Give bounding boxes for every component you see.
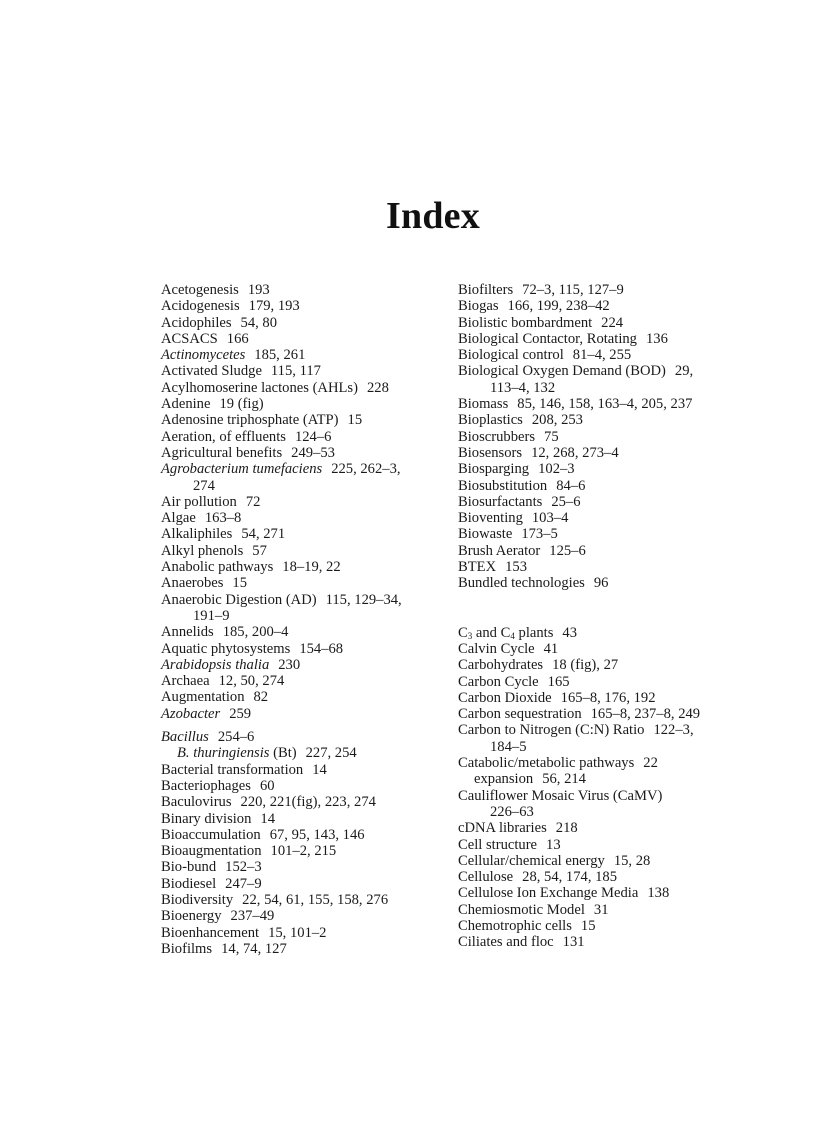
index-entry: Bio-bund 152–3 <box>161 859 262 876</box>
index-subentry: B. thuringiensis (Bt) 227, 254 <box>177 745 357 762</box>
index-entry: Aeration, of effluents 124–6 <box>161 428 332 445</box>
index-entry: Bioscrubbers 75 <box>458 428 559 445</box>
index-entry: Cellulose Ion Exchange Media 138 <box>458 885 670 902</box>
index-entry: Bioenergy 237–49 <box>161 908 275 925</box>
index-column-right <box>458 282 740 951</box>
index-entry: Augmentation 82 <box>161 689 269 706</box>
index-entry: Cellular/chemical energy 15, 28 <box>458 852 651 869</box>
index-entry: Cell structure 13 <box>458 836 561 853</box>
index-entry: Bioplastics 208, 253 <box>458 412 583 429</box>
index-entry: Bacteriophages 60 <box>161 777 275 794</box>
index-entry: Biodiesel 247–9 <box>161 875 262 892</box>
index-entry: Biological control 81–4, 255 <box>458 347 632 364</box>
index-entry: Annelids 185, 200–4 <box>161 624 289 641</box>
index-entry: Air pollution 72 <box>161 493 261 510</box>
index-entry: ACSACS 166 <box>161 330 249 347</box>
index-entry: Bioenhancement 15, 101–2 <box>161 924 327 941</box>
index-entry: Baculovirus 220, 221(fig), 223, 274 <box>161 794 376 811</box>
index-entry: Arabidopsis thalia 230 <box>161 656 301 673</box>
index-entry: Chemotrophic cells 15 <box>458 917 596 934</box>
index-entry: Carbohydrates 18 (fig), 27 <box>458 657 619 674</box>
index-entry: Anaerobes 15 <box>161 575 247 592</box>
index-entry: Anaerobic Digestion (AD) 115, 129–34, 191–9 <box>161 591 402 624</box>
index-entry: Agrobacterium tumefaciens 225, 262–3, 274 <box>161 461 401 494</box>
index-entry: Biosubstitution 84–6 <box>458 477 586 494</box>
index-entry: Agricultural benefits 249–53 <box>161 444 335 461</box>
page-title: Index <box>386 195 480 237</box>
index-entry: Alkaliphiles 54, 271 <box>161 526 286 543</box>
index-entry: Adenine 19 (fig) <box>161 396 264 413</box>
index-entry: Acidophiles 54, 80 <box>161 314 278 331</box>
index-entry: Bioaccumulation 67, 95, 143, 146 <box>161 826 365 843</box>
index-entry: Cellulose 28, 54, 174, 185 <box>458 869 617 886</box>
index-entry: Activated Sludge 115, 117 <box>161 363 321 380</box>
index-entry: cDNA libraries 218 <box>458 820 578 837</box>
index-entry: Archaea 12, 50, 274 <box>161 673 285 690</box>
index-entry: Anabolic pathways 18–19, 22 <box>161 559 341 576</box>
index-entry: Bundled technologies 96 <box>458 575 609 592</box>
index-entry: Binary division 14 <box>161 810 275 827</box>
index-entry: Biogas 166, 199, 238–42 <box>458 298 610 315</box>
index-entry: Biodiversity 22, 54, 61, 155, 158, 276 <box>161 891 389 908</box>
index-entry: Acylhomoserine lactones (AHLs) 228 <box>161 379 389 396</box>
index-entry: Bioventing 103–4 <box>458 510 569 527</box>
index-entry: Biolistic bombardment 224 <box>458 314 624 331</box>
index-entry: Actinomycetes 185, 261 <box>161 347 306 364</box>
index-entry: Bacterial transformation 14 <box>161 761 327 778</box>
index-subentry: expansion 56, 214 <box>474 771 586 788</box>
index-entry: BTEX 153 <box>458 559 527 576</box>
index-entry: Biosurfactants 25–6 <box>458 493 581 510</box>
index-entry: Calvin Cycle 41 <box>458 640 559 657</box>
index-entry: Algae 163–8 <box>161 510 242 527</box>
index-entry: Biosparging 102–3 <box>458 461 575 478</box>
index-entry: Carbon Cycle 165 <box>458 673 570 690</box>
index-entry: Chemiosmotic Model 31 <box>458 901 609 918</box>
index-entry: Carbon Dioxide 165–8, 176, 192 <box>458 689 656 706</box>
index-entry: Catabolic/metabolic pathways 22 <box>458 755 658 772</box>
index-entry: Biological Contactor, Rotating 136 <box>458 330 668 347</box>
index-entry: Biological Oxygen Demand (BOD) 29, 113–4, 132 <box>458 363 694 396</box>
index-entry: Biosensors 12, 268, 273–4 <box>458 444 619 461</box>
index-entry: Acetogenesis 193 <box>161 282 270 298</box>
index-entry: Biomass 85, 146, 158, 163–4, 205, 237 <box>458 396 693 413</box>
index-entry: Acidogenesis 179, 193 <box>161 298 300 315</box>
index-entry: Brush Aerator 125–6 <box>458 542 586 559</box>
index-entry: Biofilters 72–3, 115, 127–9 <box>458 282 624 298</box>
index-entry: Bioaugmentation 101–2, 215 <box>161 843 337 860</box>
index-entry: Biofilms 14, 74, 127 <box>161 940 287 957</box>
section-gap <box>458 592 740 625</box>
index-entry: Biowaste 173–5 <box>458 526 558 543</box>
index-entry: Alkyl phenols 57 <box>161 542 267 559</box>
index-entry: $C_3$ and $C_4$ plants 43 <box>458 624 577 641</box>
index-column-left <box>161 282 443 957</box>
index-entry: Ciliates and floc 131 <box>458 934 585 951</box>
index-entry: Carbon sequestration 165–8, 237–8, 249 <box>458 706 701 723</box>
index-entry: Bacillus 254–6 <box>161 729 255 746</box>
index-entry: Cauliflower Mosaic Virus (CaMV) 226–63 <box>458 787 663 820</box>
section-gap <box>161 722 443 729</box>
index-entry: Azobacter 259 <box>161 705 252 722</box>
index-entry: Carbon to Nitrogen (C:N) Ratio 122–3, 184–5 <box>458 722 694 755</box>
index-entry: Aquatic phytosystems 154–68 <box>161 640 344 657</box>
index-entry: Adenosine triphosphate (ATP) 15 <box>161 412 363 429</box>
